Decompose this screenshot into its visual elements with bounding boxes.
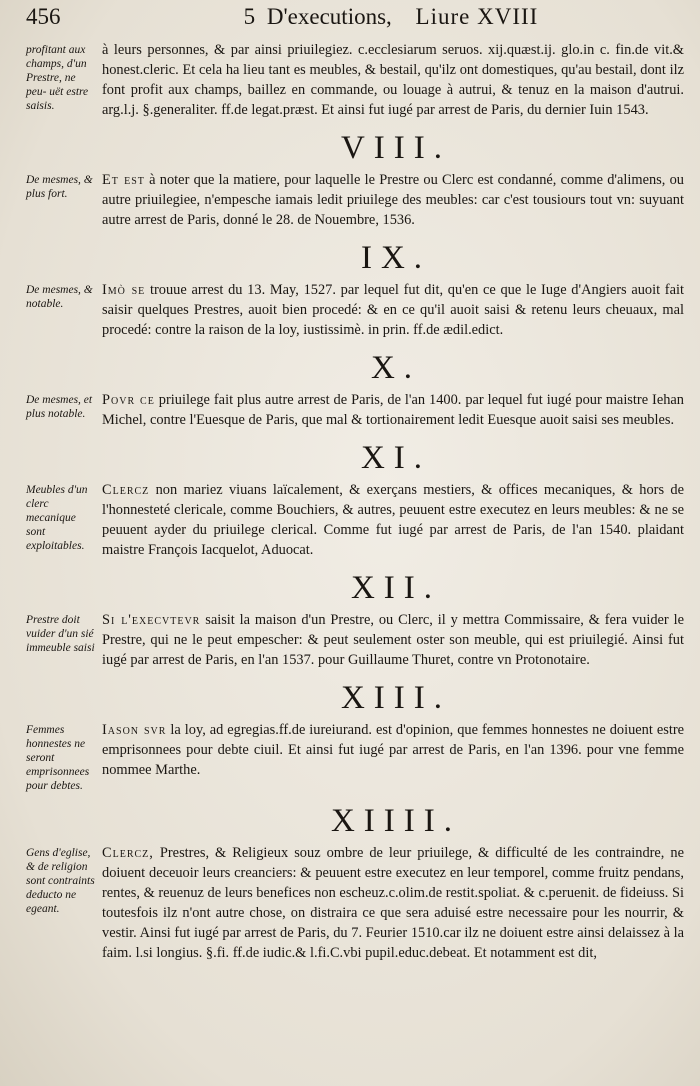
- margin-note: Meubles d'un clerc mecanique sont exploitables.: [26, 484, 88, 552]
- paragraph-text: la loy, ad egregias.ff.de iureiurand. est d'opinion, que femmes honnestes ne doiuent estre emprisonnees pour debte ciuil. Et ainsi fut iugé par arrest de Paris, en l'an 1396. pour vne femme nommee Marthe.: [102, 722, 684, 778]
- section-heading: IX.: [360, 240, 432, 276]
- paragraph-text: Prestres, & Religieux souz ombre de leur priuilege, & difficulté de les contraindre, ne doiuent deceuoir leurs creanciers: & peuuent estre executez en leur temporel, comme fruitz pendans, rentes, & reuenuz de leurs benefices non escheuz.c.olim.de restit.spoliat. & c.peruenit. de fideiuss. Si toutesfois ilz n'ont autre chose, on distraira ce que sera aduisé estre necessaire pour les nourrir, & vestir. Ainsi fut iugé par arrest de Paris, du 7. Feurier 1510.car ilz ne doiuent estre ainsi delaissez à la faim. l.si longius. §.fi. ff.de iudic.& l.fi.C.vbi pupil.educ.debeat. Et notamment est dit,: [102, 845, 684, 961]
- running-header: [26, 4, 686, 40]
- book-label: Liure XVIII: [415, 4, 539, 29]
- running-title: [96, 4, 686, 30]
- paragraph: [102, 610, 686, 670]
- margin-note: De mesmes, & notable.: [26, 284, 93, 310]
- lead-words: Imò se: [102, 282, 146, 298]
- chapter-title: D'executions,: [266, 4, 392, 29]
- margin-note: profitant aux champs, d'un Prestre, ne peu- uët estre saisis.: [26, 44, 89, 112]
- paragraph-text: trouue arrest du 13. May, 1527. par lequel fut dit, qu'en ce que le Iuge d'Angiers auoit fait saisir quelques Prestres, auoit bien procedé: & en ce qu'il auoit saisi & retenu leurs cheuaux, mal procedé: contre la raison de la loy, iustissimè. in prin. ff.de ædil.edict.: [102, 282, 684, 338]
- margin-note: Femmes honnestes ne seront emprisonnees pour debtes.: [26, 724, 90, 792]
- section-heading: XI.: [360, 440, 432, 476]
- section-x: [26, 348, 686, 430]
- paragraph: [102, 720, 686, 780]
- paragraph: [102, 170, 686, 230]
- page-number: 456: [26, 4, 61, 29]
- section-ix: [26, 238, 686, 340]
- lead-words: Et est: [102, 172, 145, 188]
- paragraph: [102, 480, 686, 560]
- paragraph: [102, 390, 686, 430]
- margin-note: De mesmes, et plus notable.: [26, 394, 93, 420]
- margin-note: Prestre doit vuider d'un sié immeuble saisi: [26, 614, 95, 654]
- section-xii: [26, 568, 686, 670]
- paragraph: [102, 40, 686, 120]
- paragraph-text: priuilege fait plus autre arrest de Paris, de l'an 1400. par lequel fut iugé pour maistre Iehan Michel, contre l'Euesque de Paris, que mal & tortionairement ledit Euesque auoit saisi ses meubles.: [102, 392, 684, 428]
- section-heading: XII.: [350, 570, 442, 606]
- section-heading: VIII.: [340, 130, 452, 166]
- lead-words: Povr ce: [102, 392, 155, 408]
- margin-note: De mesmes, & plus fort.: [26, 174, 93, 200]
- paragraph-text: non mariez viuans laïcalement, & exerçans mestiers, & offices mecaniques, & hors de l'honnesteté clericale, comme Bouchiers, & autres, peuuent estre executez en leurs meubles: & ne se peuuent ayder du priuilege clerical. Comme fut iugé par arrest de Paris, de l'an 1540. plaidant maistre François Iacquelot, Aduocat.: [102, 482, 684, 558]
- paragraph-text: à noter que la matiere, pour laquelle le Prestre ou Clerc est condanné, comme d'alimens, ou autre priuilegiee, n'empesche iamais ledit priuilege des meubles: car c'est tousiours tout vn: suyuant autre arrest de Paris, donné le 28. de Nouembre, 1536.: [102, 172, 685, 228]
- section-heading: XIIII.: [330, 803, 462, 839]
- lead-words: Clercz,: [102, 845, 154, 861]
- paragraph-text: saisit la maison d'un Prestre, ou Clerc, il y mettra Commissaire, & fera vuider le Prestre, qui ne le peut empescher: & peut seulement oster son meuble, qui est priuilegié. Ainsi fut iugé par arrest de Paris, en l'an 1537. pour Guillaume Thuret, contre vn Protonotaire.: [102, 612, 684, 668]
- paragraph: [102, 843, 686, 963]
- chapter-number: 5: [243, 4, 256, 29]
- paragraph-text: à leurs personnes, & par ainsi priuilegiez. c.ecclesiarum seruos. xij.quæst.ij. glo.in c. fin.de vit.& honest.cleric. Et cela ha lieu tant es meubles, & bestail, qu'ilz ont domestiques, qu'au bestail, dont ilz font profit aux champs, baillez en commande, ou louage à autrui, & tenuz en la maison d'autrui. arg.l.j. §.generaliter. ff.de legat.præst. Et ainsi fut iugé par arrest de Paris, du dernier Iuin 1543.: [102, 42, 684, 118]
- section-viii: [26, 128, 686, 230]
- section-heading: X.: [370, 350, 422, 386]
- lead-words: Si l'execvtevr: [102, 612, 201, 628]
- paragraph: [102, 280, 686, 340]
- margin-note: Gens d'eglise, & de religion sont contraints deducto ne egeant.: [26, 847, 95, 915]
- section-continuation: [26, 40, 686, 120]
- lead-words: Clercz: [102, 482, 150, 498]
- section-heading: XIII.: [340, 680, 452, 716]
- section-xiii: [26, 678, 686, 793]
- section-xiiii: [26, 801, 686, 963]
- section-xi: [26, 438, 686, 560]
- lead-words: Iason svr: [102, 722, 167, 738]
